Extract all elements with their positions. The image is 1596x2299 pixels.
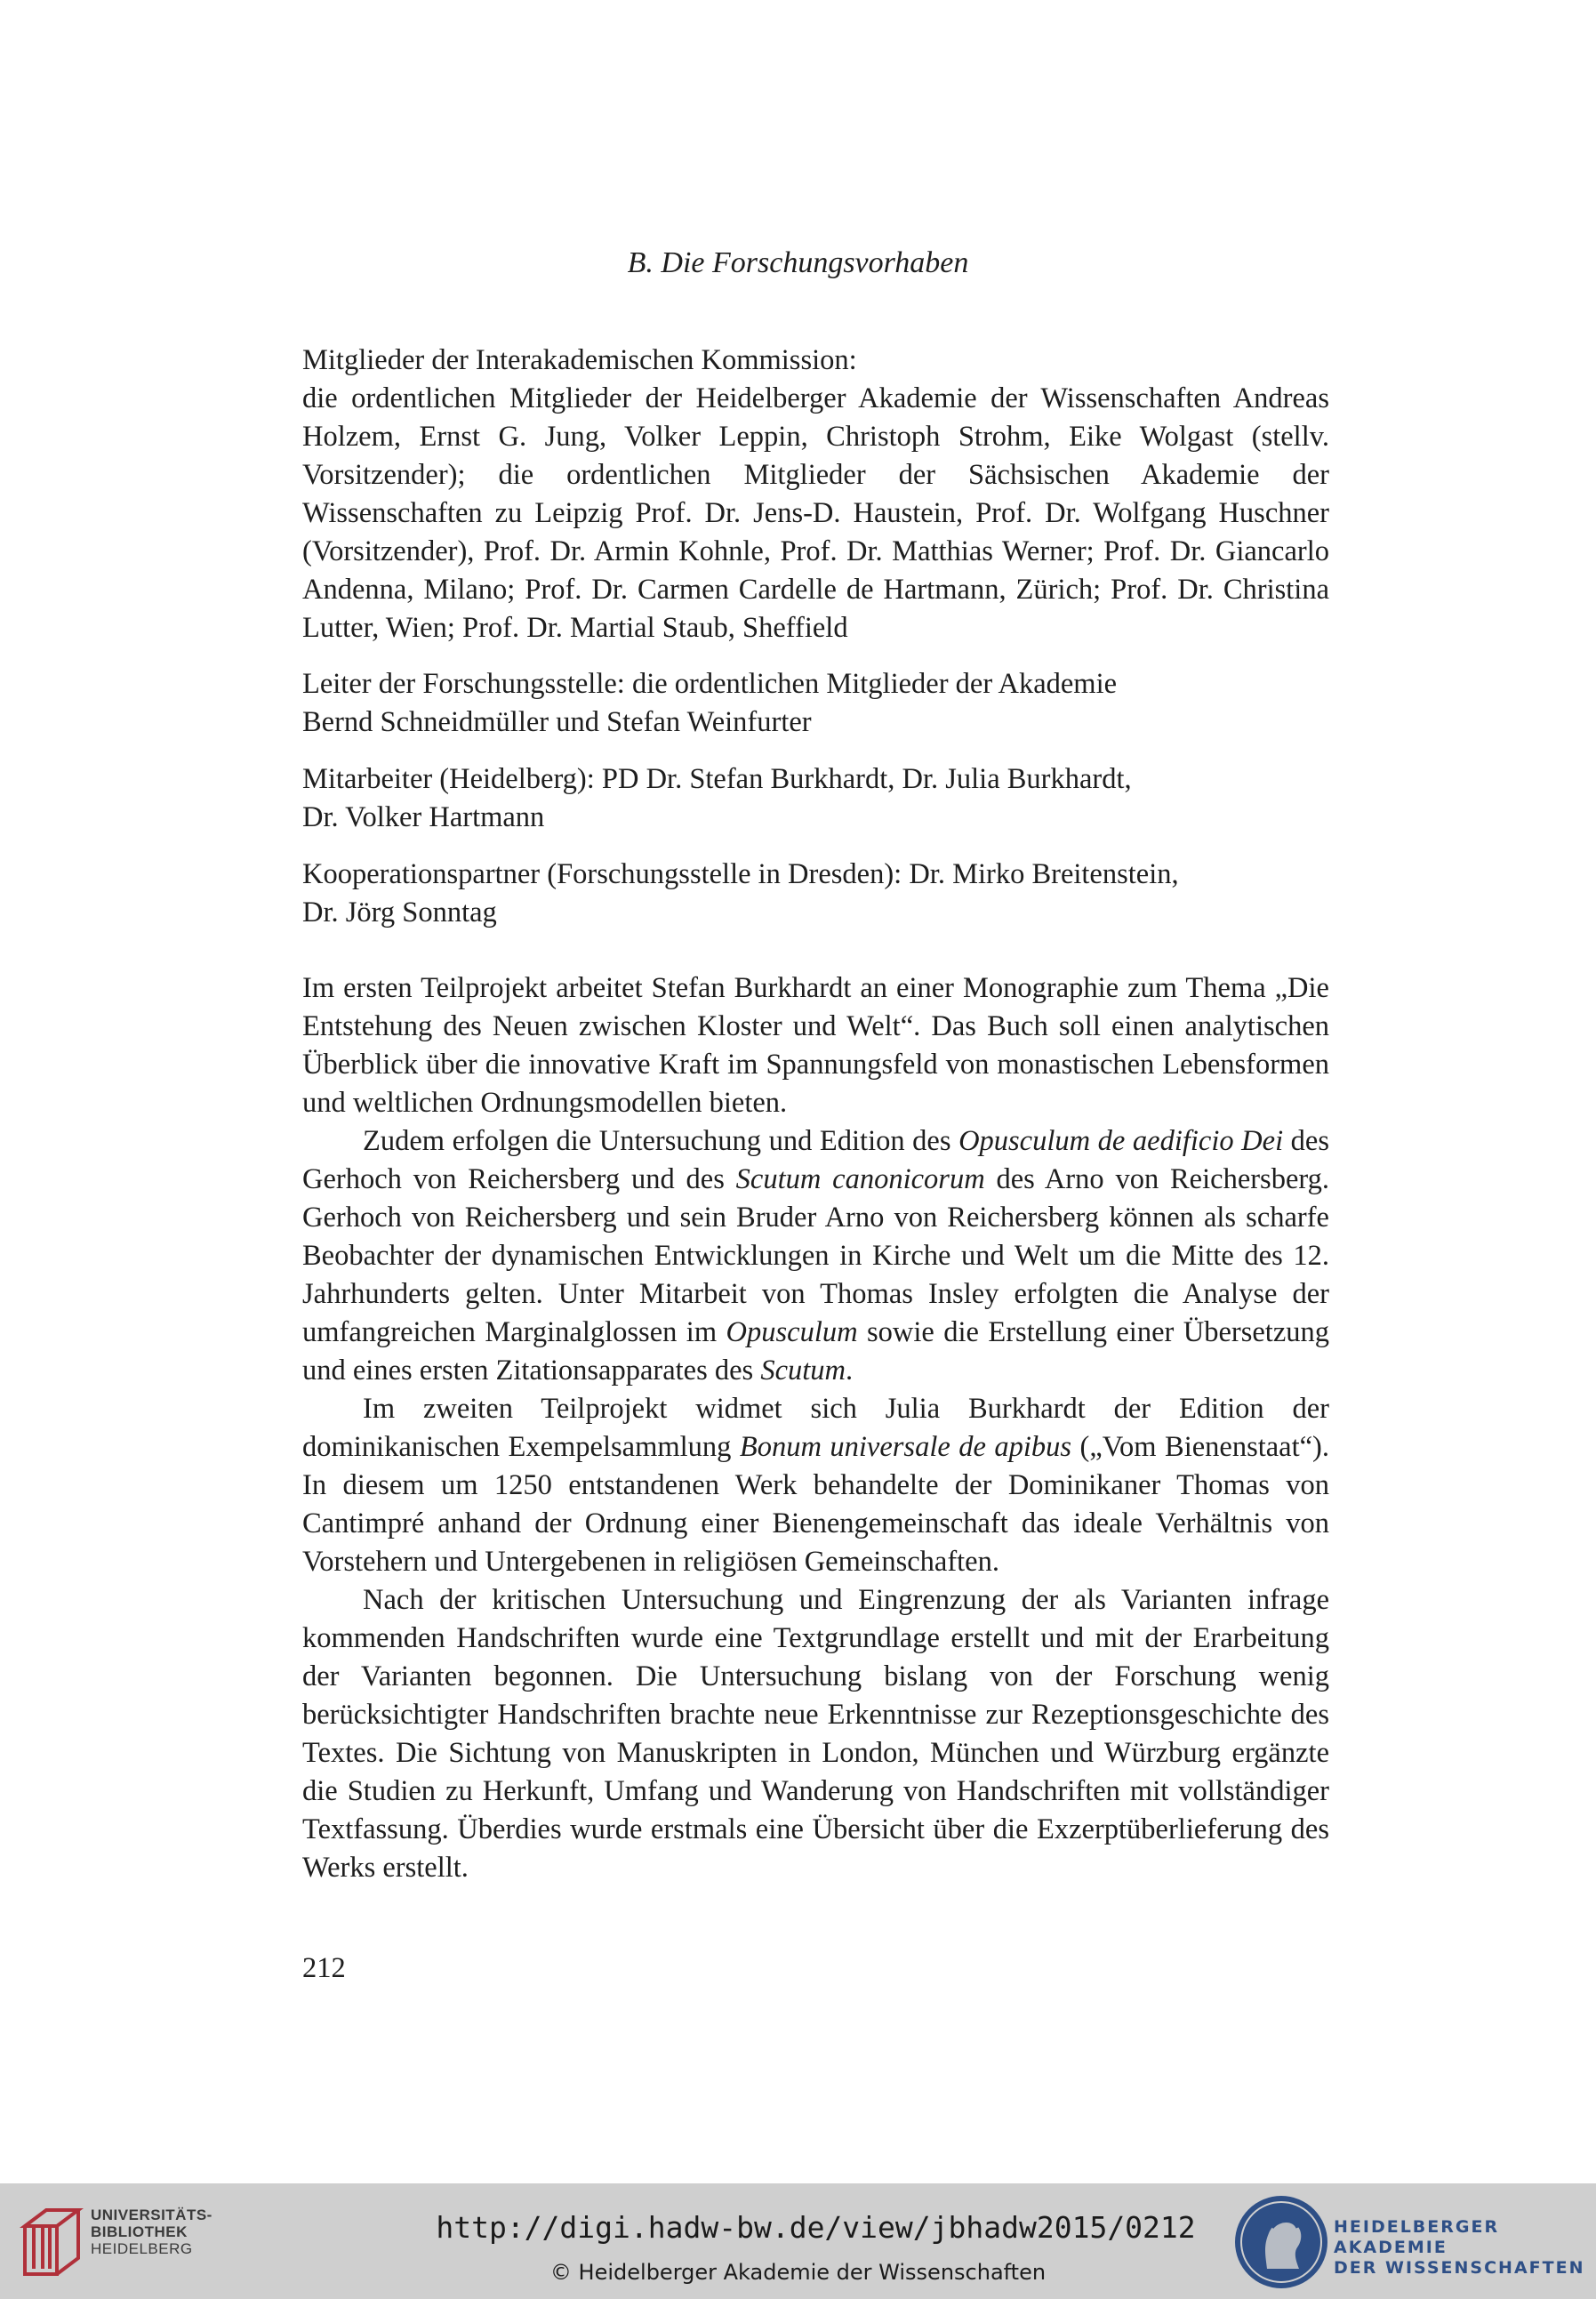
research-lead-line1: Leiter der Forschungsstelle: die ordentlichen Mitglieder der Akademie: [302, 668, 1118, 700]
ub-line-1: UNIVERSITÄTS-: [91, 2207, 213, 2223]
cooperation-line1: Kooperationspartner (Forschungsstelle in Dresden): Dr. Mirko Breitenstein,: [302, 858, 1179, 890]
academy-line-2: DER WISSENSCHAFTEN: [1334, 2258, 1585, 2278]
staff-line1: Mitarbeiter (Heidelberg): PD Dr. Stefan Burkhardt, Dr. Julia Burkhardt,: [302, 763, 1132, 795]
p2-title-scutum-short: Scutum: [760, 1354, 846, 1387]
permalink-url[interactable]: http://digi.hadw-bw.de/view/jbhadw2015/0212: [436, 2210, 1196, 2245]
p2-title-opusculum-short: Opusculum: [726, 1316, 858, 1348]
commission-members: [302, 342, 1329, 647]
p3-text-c: („Vom Bienenstaat“). In diesem um 1250 entstandenen Werk behandelte der Dominikaner Thomas von Cantimpré anhand der Ordnung einer Bienengemeinschaft das ideale Verhältnis von Vorstehern und Untergebenen in religiösen Gemeinschaften.: [302, 1431, 1329, 1578]
page-number: 212: [302, 1952, 346, 1984]
p3-text-a: Im zweiten Teilprojekt widmet sich Julia Burkhardt der Edition der dominikanischen Exempelsammlung: [302, 1393, 1329, 1463]
running-head: B. Die Forschungsvorhaben: [627, 246, 969, 279]
cooperation-partners: [302, 856, 1329, 932]
ub-line-2: BIBLIOTHEK: [91, 2223, 188, 2240]
p3-title-bonum: Bonum universale de apibus: [739, 1431, 1072, 1463]
p2-text-g: sowie die Erstellung einer Übersetzung und eines ersten Zitationsapparates des: [302, 1316, 1329, 1387]
digitization-footer: [0, 2183, 1596, 2299]
academy-seal-icon[interactable]: [1231, 2192, 1331, 2292]
p2-text-e: des Arno von Reichersberg. Gerhoch von Reichersberg und sein Bruder Arno von Reichersberg können als scharfe Beobachter der dynamischen Entwicklungen in Kirche und Welt um die Mitte des 12. Jahrhunderts gelten. Unter Mitarbeit von Thomas Insley erfolgten die Analyse der umfangreichen Marginalglossen im: [302, 1163, 1329, 1348]
members-heading: Mitglieder der Interakademischen Kommission:: [302, 344, 857, 376]
paragraph-3: [302, 1390, 1329, 1581]
main-text: [302, 969, 1329, 1887]
staff-line2: Dr. Volker Hartmann: [302, 801, 545, 833]
research-lead: [302, 665, 1329, 742]
paragraph-2: [302, 1122, 1329, 1390]
research-lead-line2: Bernd Schneidmüller und Stefan Weinfurter: [302, 706, 812, 738]
p2-title-opusculum: Opusculum de aedificio Dei: [958, 1125, 1284, 1157]
p2-text-i: .: [846, 1354, 854, 1387]
p2-title-scutum: Scutum canonicorum: [735, 1163, 985, 1195]
paragraph-4: Nach der kritischen Untersuchung und Eingrenzung der als Varianten infrage kommenden Handschriften wurde eine Textgrundlage erstellt und mit der Erarbeitung der Varianten begonnen. Die Untersuchung bislang von der Forschung wenig berücksichtigter Handschriften brachte neue Erkenntnisse zur Rezeptionsgeschichte des Textes. Die Sichtung von Manuskripten in London, München und Würzburg ergänzte die Studien zu Herkunft, Umfang und Wanderung von Handschriften mit vollständiger Textfassung. Überdies wurde erstmals eine Übersicht über die Exzerptüberlieferung des Werks erstellt.: [302, 1584, 1329, 1884]
cooperation-line2: Dr. Jörg Sonntag: [302, 896, 497, 928]
academy-name: [1334, 2217, 1596, 2279]
copyright-notice: © Heidelberger Akademie der Wissenschaften: [549, 2260, 1047, 2285]
members-list: die ordentlichen Mitglieder der Heidelberger Akademie der Wissenschaften Andreas Holzem, Ernst G. Jung, Volker Leppin, Christoph Strohm, Eike Wolgast (stellv. Vorsitzender); die ordentlichen Mitglieder der Sächsischen Akademie der Wissenschaften zu Leipzig Prof. Dr. Jens-D. Haustein, Prof. Dr. Wolfgang Huschner (Vorsitzender), Prof. Dr. Armin Kohnle, Prof. Dr. Matthias Werner; Prof. Dr. Giancarlo Andenna, Milano; Prof. Dr. Carmen Cardelle de Hartmann, Zürich; Prof. Dr. Christina Lutter, Wien; Prof. Dr. Martial Staub, Sheffield: [302, 382, 1329, 644]
ub-line-3: HEIDELBERG: [91, 2240, 193, 2257]
p2-text-a: Zudem erfolgen die Untersuchung und Edition des: [363, 1125, 959, 1157]
paragraph-1: Im ersten Teilprojekt arbeitet Stefan Burkhardt an einer Monographie zum Thema „Die Entstehung des Neuen zwischen Kloster und Welt“. Das Buch soll einen analytischen Überblick über die innovative Kraft im Spannungsfeld von monastischen Lebensformen und weltlichen Ordnungsmodellen bieten.: [302, 972, 1329, 1119]
academy-line-1: HEIDELBERGER AKADEMIE: [1334, 2217, 1500, 2257]
staff: [302, 760, 1329, 837]
p2-text-c: des Gerhoch von Reichersberg und des: [302, 1125, 1329, 1195]
